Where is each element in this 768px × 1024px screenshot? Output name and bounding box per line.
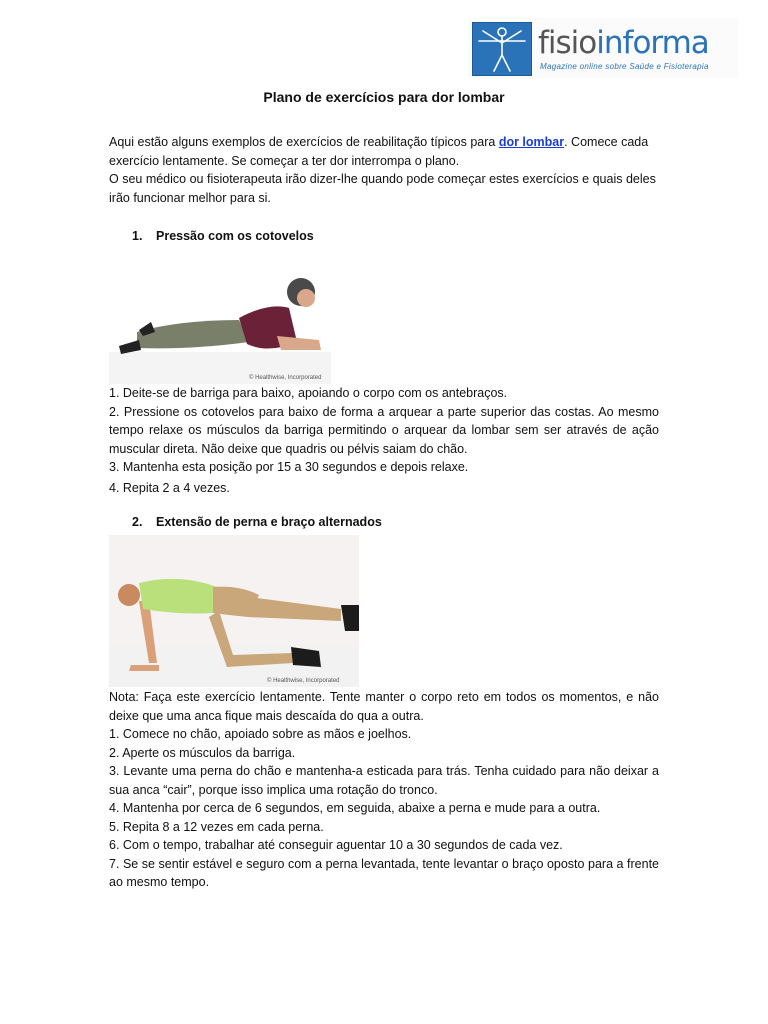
list-item: 4. Repita 2 a 4 vezes. [109, 480, 230, 495]
exercise-1-image-credit: © Healthwise, Incorporated [249, 375, 322, 381]
list-item: 3. Levante uma perna do chão e mantenha-a esticada para trás. Tenha cuidado para não deixar a sua anca “cair”, porque isso implica uma rotação do tronco. [109, 764, 659, 797]
brand-name: fisioinforma [538, 25, 709, 61]
exercise-1-heading: 1. Pressão com os cotovelos [132, 229, 314, 243]
list-item: 3. Mantenha esta posição por 15 a 30 segundos e depois relaxe. [109, 460, 469, 474]
list-item: 6. Com o tempo, trabalhar até conseguir aguentar 10 a 30 segundos de cada vez. [109, 838, 563, 852]
list-item: 1. Deite-se de barriga para baixo, apoiando o corpo com os antebraços. [109, 386, 508, 400]
brand-logo [468, 18, 738, 78]
vitruvian-figure-icon [472, 22, 532, 76]
exercise-1-steps [109, 384, 659, 497]
exercise-2-photo [109, 535, 359, 687]
list-item: 5. Repita 8 a 12 vezes em cada perna. [109, 819, 324, 834]
exercise-2-image-credit: © Healthwise, Incorporated [267, 678, 340, 684]
intro-paragraph: Aqui estão alguns exemplos de exercícios de reabilitação típicos para dor lombar. Comece cada exercício lentamente. Se começar a ter dor interrompa o plano. O seu médico ou fisioterapeuta irão dizer-lhe quando pode começar estes exercícios e quais deles irão funcionar melhor para si. [109, 135, 656, 205]
list-item: 1. Comece no chão, apoiado sobre as mãos e joelhos. [109, 727, 412, 741]
page-title: Plano de exercícios para dor lombar [263, 89, 505, 105]
brand-tagline: Magazine online sobre Saúde e Fisioterapia [540, 62, 709, 71]
dor-lombar-link[interactable]: dor lombar [498, 135, 565, 149]
exercise-2-steps [109, 688, 659, 892]
list-item: 2. Aperte os músculos da barriga. [109, 745, 296, 760]
list-item: 7. Se se sentir estável e seguro com a perna levantada, tente levantar o braço oposto para a frente ao mesmo tempo. [109, 856, 659, 889]
list-item: 4. Mantenha por cerca de 6 segundos, em seguida, abaixe a perna e mude para a outra. [109, 801, 601, 815]
list-item: 2. Pressione os cotovelos para baixo de forma a arquear a parte superior das costas. Ao mesmo tempo relaxe os músculos da barriga permitindo o arquear da lombar sem ser através de ação muscular direta. Não deixe que quadris ou pélvis saiam do chão. [109, 404, 659, 456]
exercise-1-photo [109, 262, 331, 384]
exercise-2-note: Nota: Faça este exercício lentamente. Tente manter o corpo reto em todos os momentos, e não deixe que uma anca fique mais descaída do qua a outra. [109, 690, 659, 723]
exercise-2-heading: 2. Extensão de perna e braço alternados [132, 515, 382, 529]
